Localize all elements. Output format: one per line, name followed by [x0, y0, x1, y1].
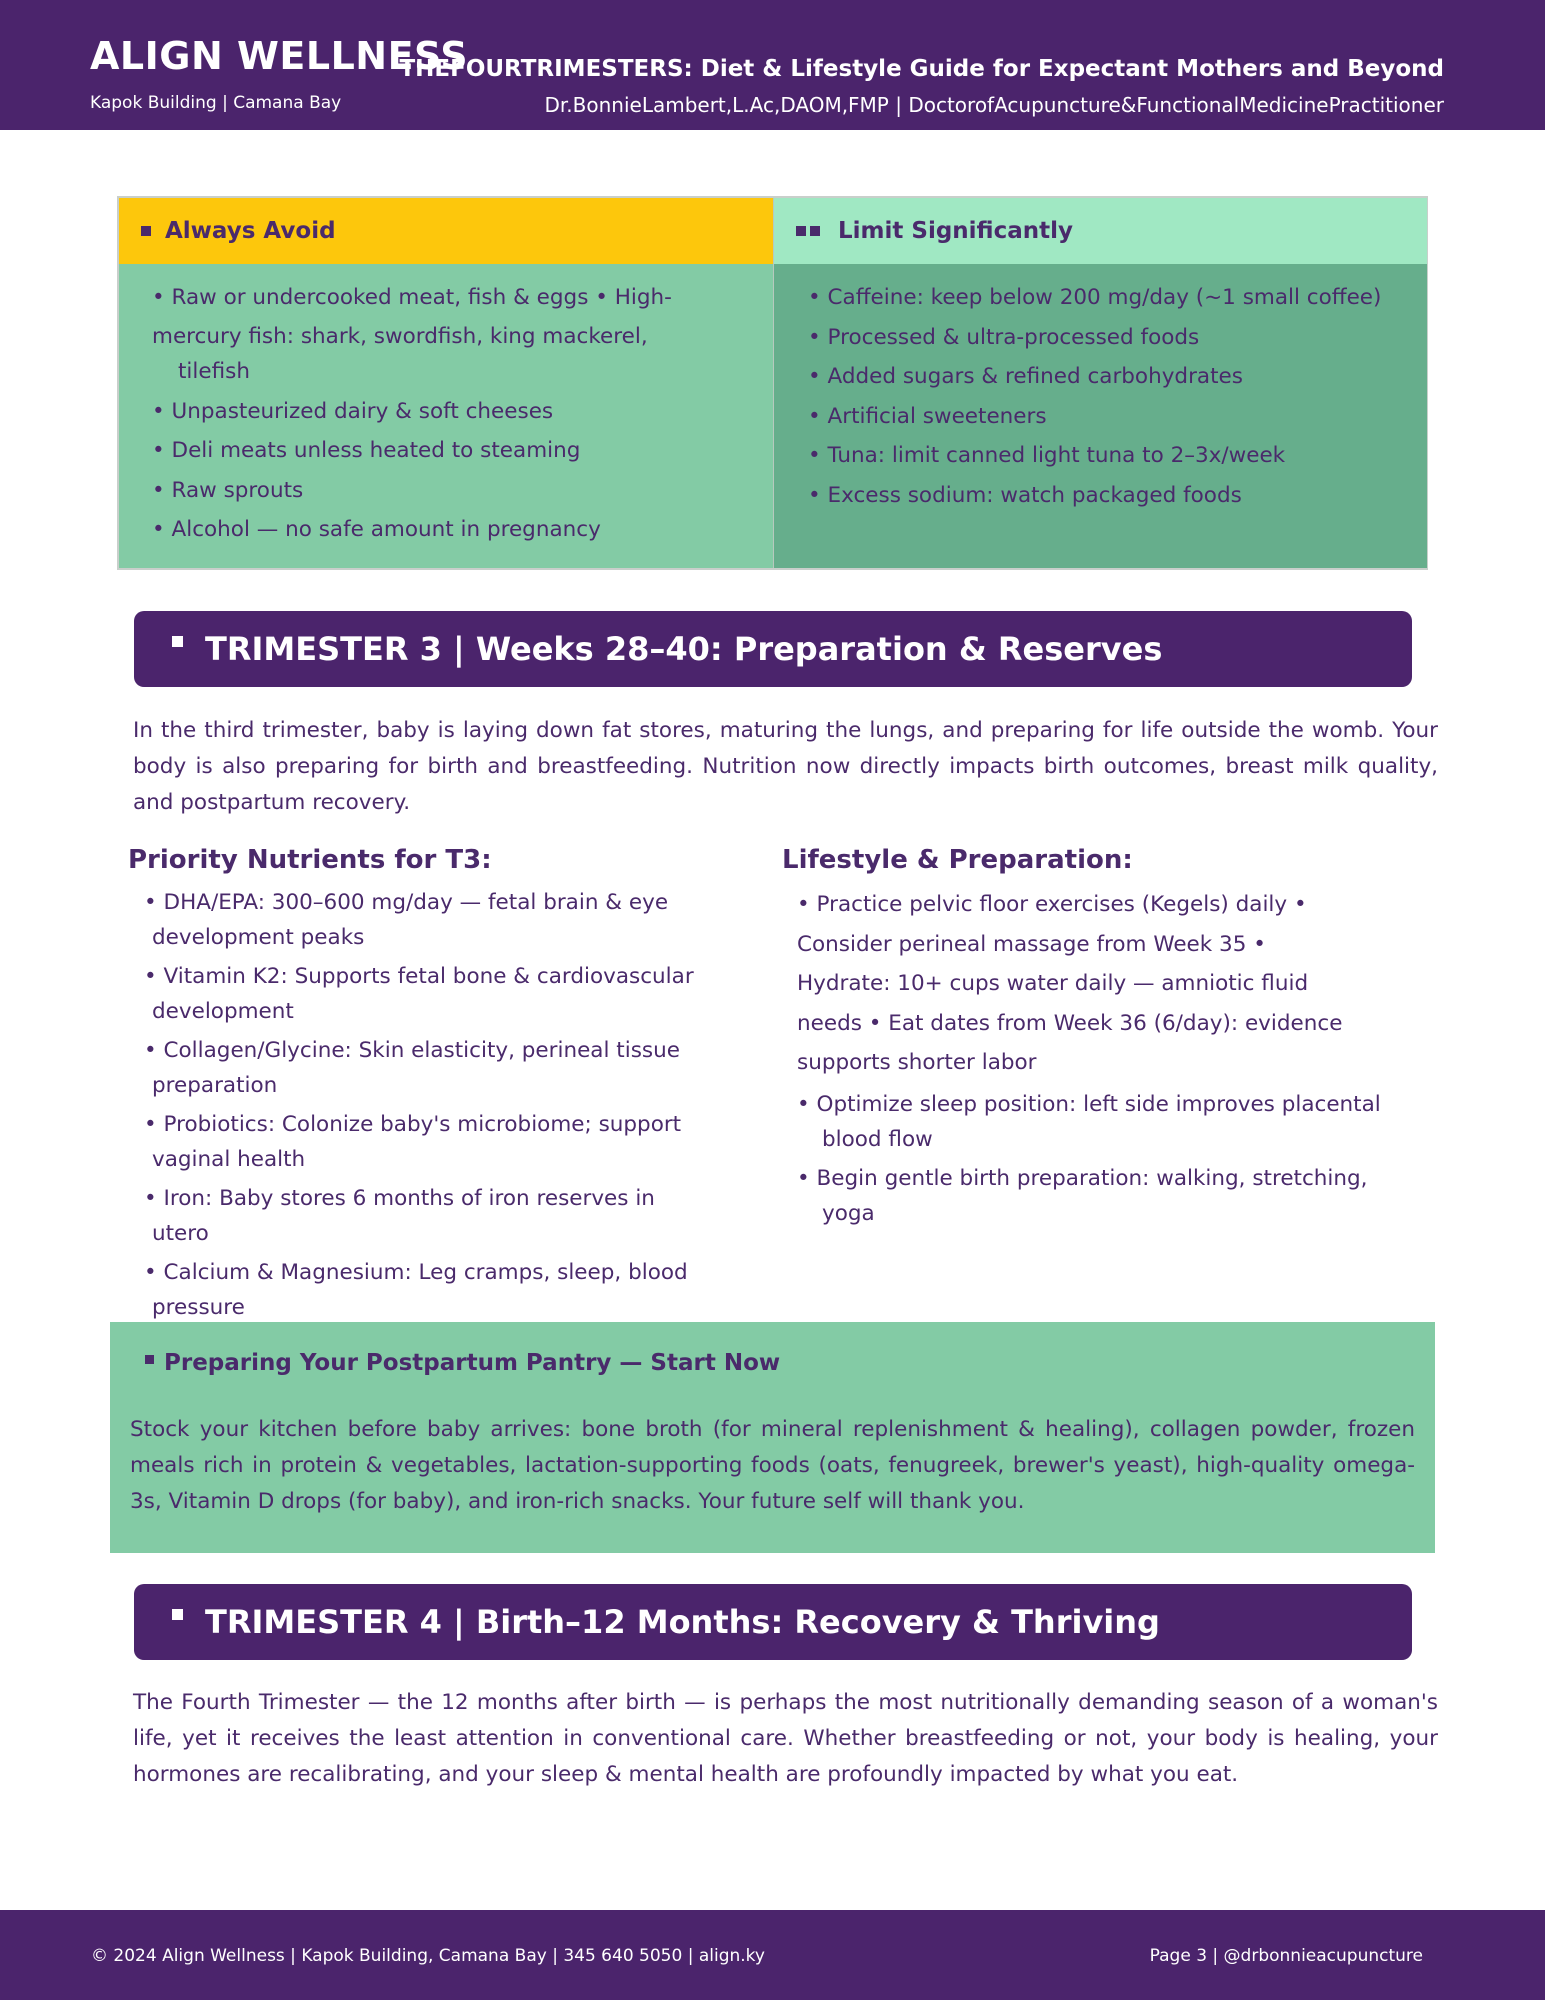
always-avoid-header [119, 198, 773, 264]
postpartum-pantry-heading: Preparing Your Postpartum Pantry — Start Now [164, 1350, 781, 1376]
postpartum-pantry-callout [110, 1322, 1435, 1553]
trimester-3-intro: In the third trimester, baby is laying down fat stores, maturing the lungs, and preparing for life outside the womb. Your body is also preparing for birth and breastfeeding. Nutrition now directly impacts birth outcomes, breast milk quality, and postpartum recovery. [133, 718, 1438, 815]
square-bullet-icon [172, 1609, 183, 1620]
lifestyle-preparation-title: Lifestyle & Preparation: [782, 845, 1133, 875]
list-item: tilefish [178, 359, 250, 384]
list-item: • Alcohol — no safe amount in pregnancy [152, 517, 601, 542]
list-item: • Optimize sleep position: left side improves placental blood flow [797, 1091, 1381, 1152]
list-item: • Tuna: limit canned light tuna to 2–3x/week [808, 443, 1286, 468]
document-subtitle: Dr.BonnieLambert,L.Ac,DAOM,FMP | DoctorofAcupuncture&FunctionalMedicinePractitioner [544, 93, 1444, 117]
always-avoid-heading: Always Avoid [165, 218, 336, 244]
list-item: • Raw sprouts [152, 477, 304, 503]
list-item: • Added sugars & refined carbohydrates [808, 364, 1243, 389]
list-item: • Vitamin K2: Supports fetal bone & cardiovascular development [144, 964, 694, 1024]
always-avoid-column [119, 198, 773, 568]
list-item: • Iron: Baby stores 6 months of iron reserves in utero [144, 1186, 655, 1246]
list-item: • Probiotics: Colonize baby's microbiome; support vaginal health [144, 1112, 682, 1172]
list-item: • Practice pelvic floor exercises (Kegels) daily • Consider perineal massage from Week 35 • Hydrate: 10+ cups water daily — amniotic fluid needs • Eat dates from Week 36 (6/day): evidence supports shorter labor [797, 892, 1343, 1075]
list-item: • Collagen/Glycine: Skin elasticity, perineal tissue preparation [144, 1038, 680, 1098]
list-item: • Excess sodium: watch packaged foods [808, 482, 1242, 508]
lifestyle-preparation-list [797, 885, 1397, 1235]
list-item: • Processed & ultra-processed foods [808, 324, 1200, 350]
list-item: • Unpasteurized dairy & soft cheeses [152, 398, 554, 424]
priority-nutrients-title: Priority Nutrients for T3: [128, 845, 492, 875]
list-item: • Artificial sweeteners [808, 403, 1047, 429]
trimester-3-title: TRIMESTER 3 | Weeks 28–40: Preparation & Reserves [205, 630, 1163, 668]
trimester-3-banner [134, 611, 1412, 687]
square-bullet-icon [141, 226, 151, 236]
limit-significantly-header [774, 198, 1427, 264]
trimester-4-intro: The Fourth Trimester — the 12 months after birth — is perhaps the most nutritionally demanding season of a woman's life, yet it receives the least attention in conventional care. Whether breastfeeding or not, your body is healing, your hormones are recalibrating, and your sleep & mental health are profoundly impacted by what you eat. [133, 1690, 1438, 1787]
trimester-4-banner [134, 1584, 1412, 1660]
priority-nutrients-list [144, 885, 704, 1329]
square-bullet-icon [145, 1355, 154, 1364]
square-bullet-icon [796, 226, 806, 236]
brand-name: ALIGN WELLNESS [90, 34, 469, 78]
limit-significantly-column [773, 198, 1427, 568]
footer-contact: © 2024 Align Wellness | Kapok Building, Camana Bay | 345 640 5050 | align.ky [91, 1946, 765, 1966]
list-item: • DHA/EPA: 300–600 mg/day — fetal brain & eye development peaks [144, 890, 669, 950]
limit-significantly-heading: Limit Significantly [838, 218, 1074, 244]
list-item: • Deli meats unless heated to steaming [152, 438, 581, 463]
list-item: • Begin gentle birth preparation: walking, stretching, yoga [797, 1165, 1368, 1226]
always-avoid-list [119, 264, 773, 568]
postpartum-pantry-title [145, 1350, 780, 1376]
square-bullet-icon [172, 636, 183, 647]
list-item: • Calcium & Magnesium: Leg cramps, sleep, blood pressure [144, 1260, 688, 1320]
list-item: • Caffeine: keep below 200 mg/day (~1 small coffee) [808, 285, 1382, 310]
postpartum-pantry-text: Stock your kitchen before baby arrives: bone broth (for mineral replenishment & healing), collagen powder, frozen meals rich in protein & vegetables, lactation-supporting foods (oats, fenugreek, brewer's yeast), high-quality omega-3s, Vitamin D drops (for baby), and iron-rich snacks. Your future self will thank you. [130, 1417, 1415, 1514]
list-item: • Raw or undercooked meat, fish & eggs • High-mercury fish: shark, swordfish, king mackerel, [152, 285, 672, 349]
brand-location: Kapok Building | Camana Bay [90, 93, 342, 113]
trimester-4-title: TRIMESTER 4 | Birth–12 Months: Recovery & Thriving [205, 1603, 1160, 1641]
avoid-limit-table [117, 196, 1428, 570]
limit-significantly-list [774, 264, 1427, 568]
document-title: THEFOURTRIMESTERS: Diet & Lifestyle Guide for Expectant Mothers and Beyond [399, 56, 1444, 82]
footer-page-info: Page 3 | @drbonnieacupuncture [1149, 1946, 1423, 1966]
square-bullet-icon [810, 226, 820, 236]
